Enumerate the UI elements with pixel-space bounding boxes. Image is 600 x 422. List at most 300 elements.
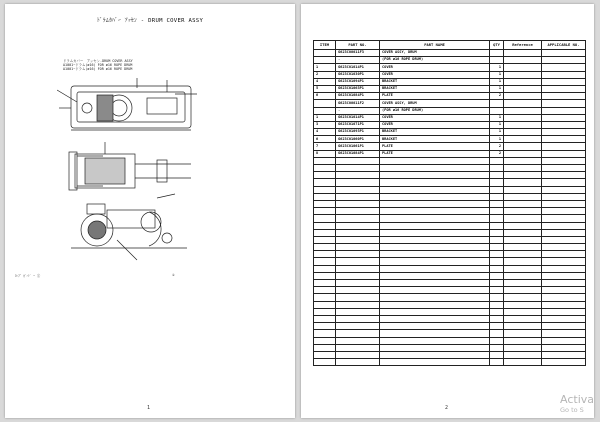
cell-part-no: G623C01093P1	[336, 129, 380, 136]
cell-part-name: (FOR ø16 ROPE DRUM)	[380, 57, 490, 64]
table-row	[314, 172, 586, 179]
col-header-qty: QTY	[490, 41, 504, 50]
cell-qty	[490, 294, 504, 301]
cell-part-no	[336, 193, 380, 200]
cell-item: 4	[314, 78, 336, 85]
cell-part-no	[336, 308, 380, 315]
cell-reference	[504, 308, 542, 315]
cell-item	[314, 100, 336, 107]
cell-item	[314, 323, 336, 330]
cell-applicable-no	[542, 85, 586, 92]
cell-qty: 2	[490, 143, 504, 150]
table-row	[314, 150, 586, 157]
cell-item: 1	[314, 114, 336, 121]
cell-reference	[504, 121, 542, 128]
col-header-part-name: PART NAME	[380, 41, 490, 50]
cell-part-name	[380, 337, 490, 344]
cell-reference	[504, 280, 542, 287]
cell-part-name: COVER	[380, 64, 490, 71]
cell-qty	[490, 157, 504, 164]
cell-part-no	[336, 229, 380, 236]
cell-reference	[504, 244, 542, 251]
cell-part-no	[336, 337, 380, 344]
cell-reference	[504, 78, 542, 85]
cell-part-name	[380, 294, 490, 301]
cell-qty: 1	[490, 71, 504, 78]
cell-reference	[504, 222, 542, 229]
cell-applicable-no	[542, 301, 586, 308]
cell-part-no	[336, 272, 380, 279]
cell-qty	[490, 208, 504, 215]
cell-qty	[490, 323, 504, 330]
cell-reference	[504, 301, 542, 308]
cell-reference	[504, 272, 542, 279]
cell-item	[314, 337, 336, 344]
cell-reference	[504, 330, 542, 337]
cell-applicable-no	[542, 344, 586, 351]
cell-qty	[490, 100, 504, 107]
cell-part-name	[380, 215, 490, 222]
page-number: 1	[147, 405, 151, 411]
cell-applicable-no	[542, 157, 586, 164]
cell-part-no: G623C00011F3	[336, 50, 380, 57]
parts-list-table	[313, 40, 586, 366]
cell-item	[314, 193, 336, 200]
cell-part-name	[380, 308, 490, 315]
col-header-applicable-no: APPLICABLE NO.	[542, 41, 586, 50]
cell-part-name	[380, 315, 490, 322]
cell-item: 3	[314, 121, 336, 128]
cell-item	[314, 179, 336, 186]
cell-applicable-no	[542, 129, 586, 136]
cell-part-name	[380, 157, 490, 164]
table-row	[314, 114, 586, 121]
cell-qty	[490, 280, 504, 287]
cell-item	[314, 107, 336, 114]
cell-item	[314, 244, 336, 251]
cell-part-no	[336, 344, 380, 351]
cell-part-no: G623C01071P1	[336, 121, 380, 128]
page-title: ﾄﾞﾗﾑｶﾊﾞｰ ｱｯｾﾝ - DRUM COVER ASSY	[96, 18, 204, 24]
cell-part-no	[336, 215, 380, 222]
cell-qty	[490, 165, 504, 172]
cell-part-no	[336, 236, 380, 243]
cell-part-name	[380, 179, 490, 186]
cell-applicable-no	[542, 229, 586, 236]
cell-reference	[504, 315, 542, 322]
cell-applicable-no	[542, 280, 586, 287]
cell-part-no	[336, 208, 380, 215]
cell-part-name	[380, 244, 490, 251]
cell-part-no: G623C01014P1	[336, 64, 380, 71]
cell-part-no	[336, 251, 380, 258]
cell-item	[314, 200, 336, 207]
cell-part-name	[380, 272, 490, 279]
cell-reference	[504, 150, 542, 157]
cell-qty	[490, 308, 504, 315]
cell-part-name: BRACKET	[380, 129, 490, 136]
cell-applicable-no	[542, 265, 586, 272]
cell-part-no	[336, 222, 380, 229]
cell-applicable-no	[542, 200, 586, 207]
cell-part-no	[336, 359, 380, 366]
cell-reference	[504, 157, 542, 164]
cell-reference	[504, 100, 542, 107]
cell-part-name	[380, 258, 490, 265]
cell-qty	[490, 359, 504, 366]
cell-qty	[490, 222, 504, 229]
cell-part-no: G623C01084P1	[336, 93, 380, 100]
cell-qty: 1	[490, 114, 504, 121]
cell-part-name	[380, 287, 490, 294]
cell-applicable-no	[542, 165, 586, 172]
cell-reference	[504, 229, 542, 236]
cell-item	[314, 301, 336, 308]
cell-part-name	[380, 359, 490, 366]
cell-reference	[504, 236, 542, 243]
table-row	[314, 272, 586, 279]
cell-part-name: COVER	[380, 71, 490, 78]
cell-part-name	[380, 236, 490, 243]
cell-part-no: G623C01061P1	[336, 143, 380, 150]
cell-applicable-no	[542, 359, 586, 366]
cell-part-no	[336, 165, 380, 172]
cell-part-name	[380, 265, 490, 272]
cell-reference	[504, 294, 542, 301]
cell-applicable-no	[542, 215, 586, 222]
col-header-reference: Reference	[504, 41, 542, 50]
cell-part-name	[380, 193, 490, 200]
cell-part-name	[380, 172, 490, 179]
cell-part-no	[336, 301, 380, 308]
cell-part-no	[336, 315, 380, 322]
cell-applicable-no	[542, 143, 586, 150]
cell-part-no: G623C01084P1	[336, 150, 380, 157]
cell-applicable-no	[542, 294, 586, 301]
cell-qty: 1	[490, 85, 504, 92]
cell-part-name	[380, 186, 490, 193]
cell-part-name	[380, 229, 490, 236]
cell-applicable-no	[542, 308, 586, 315]
cell-applicable-no	[542, 71, 586, 78]
cell-reference	[504, 265, 542, 272]
cell-reference	[504, 57, 542, 64]
cell-item	[314, 208, 336, 215]
cell-item	[314, 272, 336, 279]
cell-qty	[490, 200, 504, 207]
cell-part-no	[336, 157, 380, 164]
cell-part-no	[336, 244, 380, 251]
cell-item: 1	[314, 64, 336, 71]
cell-item	[314, 351, 336, 358]
cell-reference	[504, 186, 542, 193]
cell-applicable-no	[542, 136, 586, 143]
table-row	[314, 93, 586, 100]
cell-item	[314, 344, 336, 351]
watermark-line-1: Activa	[560, 393, 594, 406]
cell-part-no	[336, 294, 380, 301]
cell-item: 5	[314, 85, 336, 92]
cell-part-name	[380, 165, 490, 172]
table-row	[314, 215, 586, 222]
cell-reference	[504, 208, 542, 215]
cell-qty: 1	[490, 136, 504, 143]
table-row	[314, 100, 586, 107]
cell-item	[314, 265, 336, 272]
cell-item	[314, 294, 336, 301]
cell-item	[314, 359, 336, 366]
cell-part-no	[336, 179, 380, 186]
cell-applicable-no	[542, 172, 586, 179]
cell-part-name	[380, 323, 490, 330]
cell-part-name	[380, 344, 490, 351]
cell-part-no	[336, 287, 380, 294]
cell-item: 6	[314, 136, 336, 143]
drum-cover-assembly-drawing	[57, 70, 207, 270]
cell-reference	[504, 85, 542, 92]
cell-applicable-no	[542, 236, 586, 243]
figure-header-line-2: A1001~ドラム(ø16) FOR ø16 ROPE DRUM	[63, 63, 133, 68]
cell-item	[314, 258, 336, 265]
table-row	[314, 265, 586, 272]
table-row	[314, 186, 586, 193]
cell-qty	[490, 301, 504, 308]
cell-part-name: COVER	[380, 121, 490, 128]
cell-reference	[504, 64, 542, 71]
cell-reference	[504, 287, 542, 294]
cell-applicable-no	[542, 64, 586, 71]
cell-qty	[490, 236, 504, 243]
cell-part-name	[380, 251, 490, 258]
note-right: ②	[172, 273, 175, 277]
cell-part-no	[336, 265, 380, 272]
windows-activation-watermark	[560, 393, 594, 414]
cell-qty	[490, 50, 504, 57]
cell-part-no	[336, 323, 380, 330]
cell-item	[314, 287, 336, 294]
cell-applicable-no	[542, 57, 586, 64]
cell-part-no: G623C01014P1	[336, 114, 380, 121]
cell-reference	[504, 71, 542, 78]
cell-qty	[490, 272, 504, 279]
cell-item: 4	[314, 129, 336, 136]
col-header-item: ITEM	[314, 41, 336, 50]
cell-applicable-no	[542, 100, 586, 107]
cell-reference	[504, 258, 542, 265]
table-row	[314, 330, 586, 337]
cell-part-name: (FOR ø16 ROPE DRUM)	[380, 107, 490, 114]
cell-reference	[504, 93, 542, 100]
cell-item	[314, 50, 336, 57]
cell-qty	[490, 287, 504, 294]
table-row	[314, 179, 586, 186]
cell-item	[314, 186, 336, 193]
cell-qty	[490, 330, 504, 337]
table-row	[314, 78, 586, 85]
cell-qty	[490, 172, 504, 179]
cell-reference	[504, 251, 542, 258]
table-row	[314, 136, 586, 143]
cell-item	[314, 315, 336, 322]
cell-item	[314, 330, 336, 337]
cell-item	[314, 172, 336, 179]
cell-qty	[490, 107, 504, 114]
cell-item: 2	[314, 71, 336, 78]
table-header-row	[314, 41, 586, 50]
cell-applicable-no	[542, 351, 586, 358]
cell-reference	[504, 323, 542, 330]
cell-item	[314, 280, 336, 287]
cell-qty: 1	[490, 121, 504, 128]
table-row	[314, 165, 586, 172]
cell-part-name: BRACKET	[380, 78, 490, 85]
cell-applicable-no	[542, 179, 586, 186]
cell-item	[314, 308, 336, 315]
cell-applicable-no	[542, 330, 586, 337]
page-number: 2	[445, 405, 449, 411]
cell-qty	[490, 351, 504, 358]
figure-header-line-1: ドラムカバー アッセン-DRUM COVER ASSY	[63, 59, 133, 63]
cell-qty: 1	[490, 78, 504, 85]
cell-qty	[490, 315, 504, 322]
cell-item: 7	[314, 143, 336, 150]
cell-part-name: PLATE	[380, 93, 490, 100]
cell-part-name	[380, 351, 490, 358]
cell-qty	[490, 229, 504, 236]
note-left: ﾛｰﾌﾟ ｶﾞｰﾄﾞ ~ ①	[15, 274, 41, 278]
cell-part-no	[336, 172, 380, 179]
cell-reference	[504, 179, 542, 186]
table-row	[314, 157, 586, 164]
cell-part-name: PLATE	[380, 150, 490, 157]
cell-reference	[504, 359, 542, 366]
parts-table-body	[314, 50, 586, 366]
cell-item	[314, 222, 336, 229]
cell-part-no: G623C01060P1	[336, 136, 380, 143]
cell-part-no: G623C00011F2	[336, 100, 380, 107]
table-row	[314, 121, 586, 128]
cell-qty	[490, 179, 504, 186]
cell-qty	[490, 258, 504, 265]
cell-part-no: G623C01094P1	[336, 78, 380, 85]
table-row	[314, 280, 586, 287]
cell-reference	[504, 172, 542, 179]
cell-qty	[490, 244, 504, 251]
cell-part-no: G623C01030P1	[336, 71, 380, 78]
cell-reference	[504, 143, 542, 150]
cell-item	[314, 215, 336, 222]
cell-applicable-no	[542, 121, 586, 128]
table-row	[314, 337, 586, 344]
cell-applicable-no	[542, 93, 586, 100]
cell-applicable-no	[542, 50, 586, 57]
cell-item: 6	[314, 93, 336, 100]
cell-part-name: PLATE	[380, 143, 490, 150]
cell-applicable-no	[542, 150, 586, 157]
cell-part-no	[336, 280, 380, 287]
cell-applicable-no	[542, 251, 586, 258]
cell-part-no	[336, 200, 380, 207]
cell-qty	[490, 265, 504, 272]
cell-part-name: BRACKET	[380, 136, 490, 143]
table-row	[314, 287, 586, 294]
cell-item	[314, 251, 336, 258]
cell-applicable-no	[542, 208, 586, 215]
cell-applicable-no	[542, 337, 586, 344]
cell-applicable-no	[542, 186, 586, 193]
cell-item	[314, 165, 336, 172]
table-row	[314, 85, 586, 92]
table-row	[314, 129, 586, 136]
table-row	[314, 193, 586, 200]
cell-reference	[504, 114, 542, 121]
cell-reference	[504, 136, 542, 143]
cell-part-name	[380, 301, 490, 308]
cell-part-no: .	[336, 57, 380, 64]
table-row	[314, 57, 586, 64]
table-row	[314, 315, 586, 322]
table-row	[314, 294, 586, 301]
cell-qty	[490, 186, 504, 193]
cell-part-no: .	[336, 107, 380, 114]
cell-reference	[504, 165, 542, 172]
cell-reference	[504, 107, 542, 114]
table-row	[314, 143, 586, 150]
table-row	[314, 50, 586, 57]
cell-part-name: BRACKET	[380, 85, 490, 92]
table-row	[314, 236, 586, 243]
table-row	[314, 344, 586, 351]
watermark-line-2: Go to S	[560, 406, 584, 414]
cell-part-name	[380, 208, 490, 215]
cell-qty: 2	[490, 93, 504, 100]
table-row	[314, 222, 586, 229]
cell-reference	[504, 351, 542, 358]
table-row	[314, 308, 586, 315]
table-row	[314, 244, 586, 251]
col-header-part-no: PART NO.	[336, 41, 380, 50]
cell-part-name	[380, 222, 490, 229]
cell-qty: 2	[490, 150, 504, 157]
table-row	[314, 323, 586, 330]
cell-reference	[504, 344, 542, 351]
cell-part-name: COVER ASSY, DRUM	[380, 50, 490, 57]
table-row	[314, 71, 586, 78]
cell-applicable-no	[542, 107, 586, 114]
cell-applicable-no	[542, 315, 586, 322]
cell-qty: 1	[490, 129, 504, 136]
cell-applicable-no	[542, 272, 586, 279]
cell-reference	[504, 193, 542, 200]
cell-part-no: G623C01063P1	[336, 85, 380, 92]
cell-item	[314, 229, 336, 236]
cell-part-name	[380, 280, 490, 287]
table-row	[314, 64, 586, 71]
cell-reference	[504, 337, 542, 344]
cell-part-no	[336, 186, 380, 193]
cell-item: 8	[314, 150, 336, 157]
cell-part-name: COVER ASSY, DRUM	[380, 100, 490, 107]
cell-part-no	[336, 351, 380, 358]
cell-part-no	[336, 258, 380, 265]
document-page-1	[5, 4, 295, 418]
cell-reference	[504, 129, 542, 136]
cell-part-name	[380, 200, 490, 207]
cell-applicable-no	[542, 323, 586, 330]
cell-qty	[490, 215, 504, 222]
cell-applicable-no	[542, 258, 586, 265]
table-row	[314, 229, 586, 236]
